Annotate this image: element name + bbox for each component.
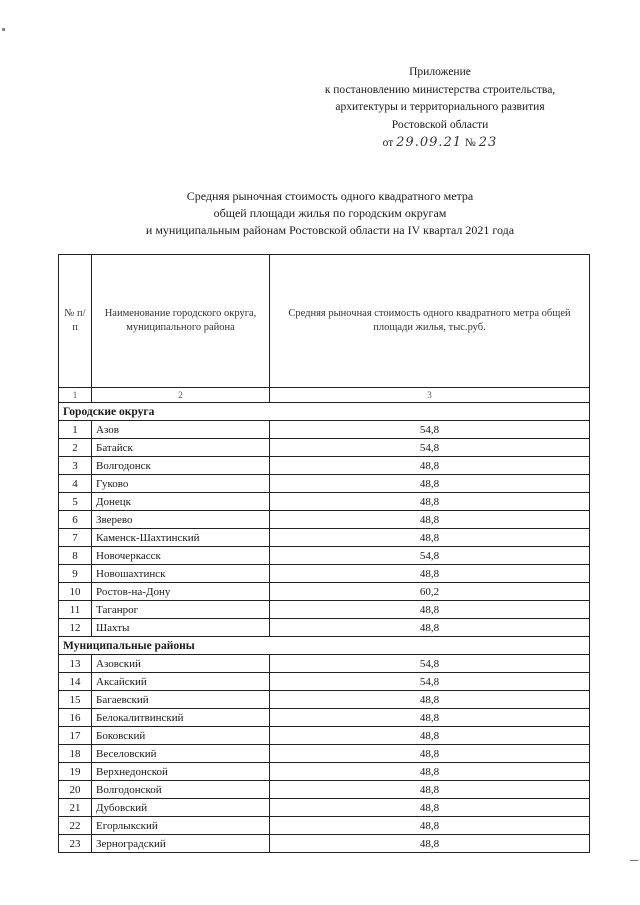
- row-value: 48,8: [270, 817, 590, 835]
- handwritten-date: 29.09.21: [396, 135, 463, 150]
- appendix-date-line: [300, 134, 580, 153]
- table-row: [59, 799, 590, 817]
- appendix-line-1: Приложение: [409, 66, 471, 78]
- row-name: Дубовский: [92, 799, 270, 817]
- row-name: Егорлыкский: [92, 817, 270, 835]
- row-number: 4: [59, 475, 92, 493]
- row-value: 48,8: [270, 475, 590, 493]
- row-name: Гуково: [92, 475, 270, 493]
- handwritten-number: 23: [478, 135, 498, 150]
- row-number: 13: [59, 655, 92, 673]
- row-number: 22: [59, 817, 92, 835]
- title-line-1: Средняя рыночная стоимость одного квадратного метра: [186, 189, 474, 203]
- appendix-line-4: Ростовской области: [391, 118, 489, 131]
- table-row: [59, 673, 590, 691]
- row-name: Батайск: [92, 439, 270, 457]
- row-number: 5: [59, 493, 92, 511]
- column-number: 2: [92, 388, 270, 403]
- number-sign: №: [464, 137, 476, 149]
- row-number: 16: [59, 709, 92, 727]
- row-number: 21: [59, 799, 92, 817]
- row-number: 2: [59, 439, 92, 457]
- row-number: 15: [59, 691, 92, 709]
- table-row: [59, 511, 590, 529]
- table-row: [59, 619, 590, 637]
- row-value: 48,8: [270, 691, 590, 709]
- table-row: [59, 835, 590, 853]
- section-row-city: [59, 403, 590, 421]
- row-number: 19: [59, 763, 92, 781]
- row-value: 48,8: [270, 493, 590, 511]
- row-number: 8: [59, 547, 92, 565]
- row-value: 48,8: [270, 619, 590, 637]
- table-row: [59, 529, 590, 547]
- table-header-row: [59, 255, 590, 388]
- table-row: [59, 565, 590, 583]
- row-number: 6: [59, 511, 92, 529]
- scan-artifact: [630, 860, 638, 861]
- row-value: 54,8: [270, 421, 590, 439]
- row-name: Веселовский: [92, 745, 270, 763]
- table-row: [59, 817, 590, 835]
- row-number: 17: [59, 727, 92, 745]
- document-title: [60, 188, 600, 239]
- row-name: Зверево: [92, 511, 270, 529]
- section-label: Муниципальные районы: [59, 637, 590, 655]
- row-name: Азов: [92, 421, 270, 439]
- row-name: Зерноградский: [92, 835, 270, 853]
- table-row: [59, 601, 590, 619]
- row-value: 48,8: [270, 763, 590, 781]
- row-number: 11: [59, 601, 92, 619]
- row-value: 54,8: [270, 655, 590, 673]
- row-value: 54,8: [270, 547, 590, 565]
- column-number: 1: [59, 388, 92, 403]
- row-value: 54,8: [270, 439, 590, 457]
- row-name: Белокалитвинский: [92, 709, 270, 727]
- row-number: 1: [59, 421, 92, 439]
- section-row-district: [59, 637, 590, 655]
- row-name: Боковский: [92, 727, 270, 745]
- row-number: 10: [59, 583, 92, 601]
- header-value: Средняя рыночная стоимость одного квадратного метра общей площади жилья, тыс.руб.: [270, 255, 590, 388]
- table-row: [59, 493, 590, 511]
- table-row: [59, 547, 590, 565]
- table-row: [59, 655, 590, 673]
- row-value: 48,8: [270, 781, 590, 799]
- row-value: 48,8: [270, 565, 590, 583]
- table-row: [59, 439, 590, 457]
- price-table: [58, 254, 590, 853]
- row-value: 48,8: [270, 727, 590, 745]
- column-number: 3: [270, 388, 590, 403]
- row-number: 7: [59, 529, 92, 547]
- row-value: 48,8: [270, 799, 590, 817]
- row-value: 48,8: [270, 835, 590, 853]
- row-name: Ростов-на-Дону: [92, 583, 270, 601]
- row-number: 14: [59, 673, 92, 691]
- appendix-line-2: к постановлению министерства строительства,: [324, 83, 556, 96]
- row-name: Волгодонск: [92, 457, 270, 475]
- table-row: [59, 763, 590, 781]
- row-name: Донецк: [92, 493, 270, 511]
- table-row: [59, 709, 590, 727]
- table-row: [59, 475, 590, 493]
- row-value: 60,2: [270, 583, 590, 601]
- table-row: [59, 691, 590, 709]
- row-value: 48,8: [270, 529, 590, 547]
- table-row: [59, 727, 590, 745]
- row-name: Азовский: [92, 655, 270, 673]
- section-label: Городские округа: [59, 403, 590, 421]
- appendix-block: [300, 64, 580, 153]
- row-name: Волгодонской: [92, 781, 270, 799]
- header-num: № п/п: [59, 255, 92, 388]
- row-value: 54,8: [270, 673, 590, 691]
- table-row: [59, 583, 590, 601]
- title-line-3: и муниципальным районам Ростовской области на IV квартал 2021 года: [145, 223, 515, 237]
- row-name: Новошахтинск: [92, 565, 270, 583]
- row-number: 18: [59, 745, 92, 763]
- column-number-row: [59, 388, 590, 403]
- row-name: Аксайский: [92, 673, 270, 691]
- row-number: 12: [59, 619, 92, 637]
- row-number: 9: [59, 565, 92, 583]
- title-line-2: общей площади жилья по городским округам: [213, 206, 447, 220]
- row-name: Новочеркасск: [92, 547, 270, 565]
- table-row: [59, 781, 590, 799]
- row-number: 3: [59, 457, 92, 475]
- table-row: [59, 421, 590, 439]
- row-name: Каменск-Шахтинский: [92, 529, 270, 547]
- row-name: Верхнедонской: [92, 763, 270, 781]
- row-value: 48,8: [270, 709, 590, 727]
- row-name: Шахты: [92, 619, 270, 637]
- date-prefix: от: [382, 137, 394, 149]
- row-value: 48,8: [270, 601, 590, 619]
- row-number: 20: [59, 781, 92, 799]
- header-name: Наименование городского округа, муниципального района: [92, 255, 270, 388]
- table-row: [59, 745, 590, 763]
- row-name: Багаевский: [92, 691, 270, 709]
- row-value: 48,8: [270, 457, 590, 475]
- row-value: 48,8: [270, 511, 590, 529]
- appendix-line-3: архитектуры и территориального развития: [335, 101, 545, 113]
- table-row: [59, 457, 590, 475]
- scan-artifact: [2, 28, 5, 31]
- row-number: 23: [59, 835, 92, 853]
- row-name: Таганрог: [92, 601, 270, 619]
- row-value: 48,8: [270, 745, 590, 763]
